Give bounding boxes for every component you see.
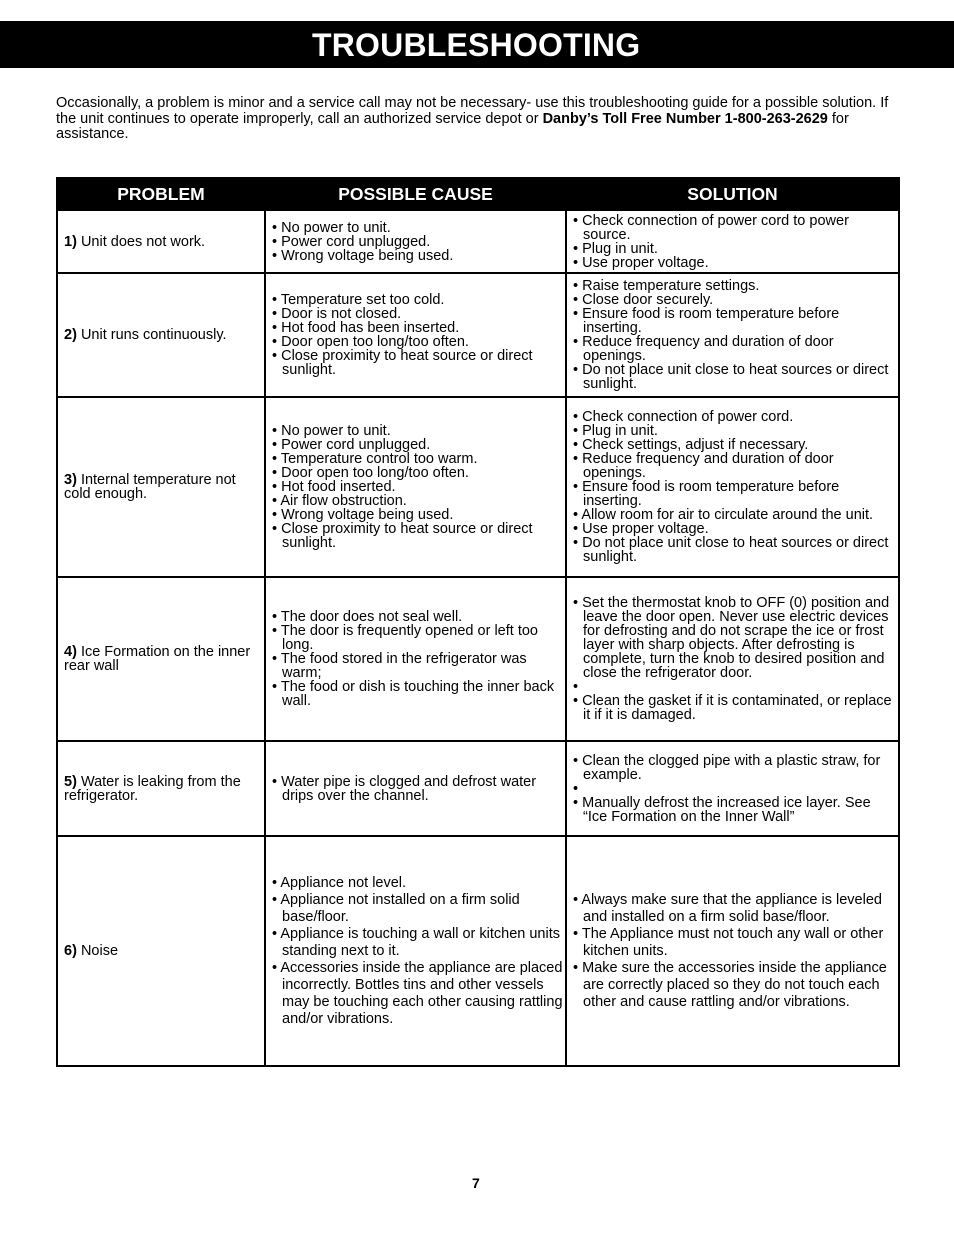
table-row bbox=[57, 273, 899, 397]
solution-cell bbox=[566, 741, 899, 836]
solution-cell bbox=[566, 273, 899, 397]
cause-cell bbox=[265, 741, 566, 836]
cause-list bbox=[272, 875, 565, 1028]
cause-item: • Appliance not level. bbox=[272, 875, 565, 892]
troubleshooting-table bbox=[56, 177, 900, 1067]
problem-text: Noise bbox=[80, 943, 119, 959]
cause-list bbox=[272, 221, 565, 263]
problem-number: 1) bbox=[64, 233, 77, 250]
cause-list bbox=[272, 424, 565, 550]
cause-list bbox=[272, 610, 565, 708]
cause-item: • Close proximity to heat source or direct sunlight. bbox=[272, 522, 565, 550]
problem-cell bbox=[57, 836, 265, 1066]
solution-item: • Use proper voltage. bbox=[573, 256, 898, 270]
solution-item: • Check connection of power cord to power source. bbox=[573, 214, 898, 242]
solution-item: • Do not place unit close to heat sources or direct sunlight. bbox=[573, 363, 898, 391]
spacer bbox=[573, 782, 898, 796]
problem-text: Water is leaking from the refrigerator. bbox=[64, 773, 241, 804]
cause-item: • Power cord unplugged. bbox=[272, 438, 565, 452]
solution-item: • Always make sure that the appliance is leveled and installed on a firm solid base/floor. bbox=[573, 892, 898, 926]
problem-cell bbox=[57, 397, 265, 577]
problem-number: 3) bbox=[64, 472, 77, 488]
problem-text: Internal temperature not cold enough. bbox=[64, 472, 236, 502]
cause-list bbox=[272, 775, 565, 803]
cause-item: • Wrong voltage being used. bbox=[272, 249, 565, 263]
cause-item: • Water pipe is clogged and defrost water drips over the channel. bbox=[272, 775, 565, 803]
solution-item: • Do not place unit close to heat sources or direct sunlight. bbox=[573, 536, 898, 564]
solution-item: • Set the thermostat knob to OFF (0) position and leave the door open. Never use electric devices for defrosting and do not scrape the ice or frost layer with sharp objects. After defrosting is complete, turn the knob to desired position and close the refrigerator door. bbox=[573, 596, 898, 680]
table-row bbox=[57, 741, 899, 836]
cause-item: • Temperature control too warm. bbox=[272, 452, 565, 466]
solution-item: • Make sure the accessories inside the appliance are correctly placed so they do not touch each other and cause rattling and/or vibrations. bbox=[573, 960, 898, 1011]
solution-cell bbox=[566, 210, 899, 273]
problem-text: Ice Formation on the inner rear wall bbox=[64, 644, 251, 674]
intro-toll-free: Danby’s Toll Free Number 1-800-263-2629 bbox=[542, 110, 828, 127]
solution-item: • Allow room for air to circulate around the unit. bbox=[573, 508, 898, 522]
table-row bbox=[57, 577, 899, 741]
cause-list bbox=[272, 293, 565, 377]
intro-paragraph bbox=[56, 96, 896, 143]
cause-item: • Power cord unplugged. bbox=[272, 235, 565, 249]
cause-item: • The food or dish is touching the inner back wall. bbox=[272, 680, 565, 708]
problem-cell bbox=[57, 210, 265, 273]
cause-item: • Air flow obstruction. bbox=[272, 494, 565, 508]
problem-text: Unit runs continuously. bbox=[80, 327, 227, 343]
solution-item: • Raise temperature settings. bbox=[573, 279, 898, 293]
solution-item: • Plug in unit. bbox=[573, 242, 898, 256]
header-problem: PROBLEM bbox=[57, 178, 265, 210]
cause-item: • Hot food inserted. bbox=[272, 480, 565, 494]
cause-item: • The food stored in the refrigerator was warm; bbox=[272, 652, 565, 680]
cause-item: • The door does not seal well. bbox=[272, 610, 565, 624]
table-header-row bbox=[57, 178, 899, 210]
table-row bbox=[57, 397, 899, 577]
solution-item: • Plug in unit. bbox=[573, 424, 898, 438]
solution-cell bbox=[566, 397, 899, 577]
solution-list bbox=[573, 214, 898, 270]
page-title: TROUBLESHOOTING bbox=[312, 27, 641, 63]
cause-item: • Door is not closed. bbox=[272, 307, 565, 321]
cause-cell bbox=[265, 273, 566, 397]
cause-item: • Appliance is touching a wall or kitchen units standing next to it. bbox=[272, 926, 565, 960]
cause-item: • Hot food has been inserted. bbox=[272, 321, 565, 335]
solution-item: • Clean the clogged pipe with a plastic straw, for example. bbox=[573, 754, 898, 782]
solution-item: • Ensure food is room temperature before inserting. bbox=[573, 480, 898, 508]
problem-cell bbox=[57, 273, 265, 397]
cause-cell bbox=[265, 397, 566, 577]
header-solution: SOLUTION bbox=[566, 178, 899, 210]
cause-item: • Wrong voltage being used. bbox=[272, 508, 565, 522]
page-number: 7 bbox=[472, 1175, 480, 1191]
cause-item: • No power to unit. bbox=[272, 221, 565, 235]
solution-item: • Check connection of power cord. bbox=[573, 410, 898, 424]
cause-item: • The door is frequently opened or left too long. bbox=[272, 624, 565, 652]
solution-item: • Close door securely. bbox=[573, 293, 898, 307]
cause-cell bbox=[265, 836, 566, 1066]
problem-text: Unit does not work. bbox=[80, 233, 206, 250]
solution-list bbox=[573, 279, 898, 391]
problem-number: 2) bbox=[64, 327, 77, 343]
solution-list bbox=[573, 754, 898, 824]
cause-item: • No power to unit. bbox=[272, 424, 565, 438]
solution-list bbox=[573, 892, 898, 1011]
cause-item: • Door open too long/too often. bbox=[272, 466, 565, 480]
solution-list bbox=[573, 596, 898, 722]
problem-cell bbox=[57, 741, 265, 836]
solution-item: • The Appliance must not touch any wall or other kitchen units. bbox=[573, 926, 898, 960]
solution-item: • Manually defrost the increased ice layer. See “Ice Formation on the Inner Wall” bbox=[573, 796, 898, 824]
solution-item: • Reduce frequency and duration of door openings. bbox=[573, 452, 898, 480]
table-row bbox=[57, 210, 899, 273]
problem-number: 4) bbox=[64, 644, 77, 660]
cause-item: • Appliance not installed on a firm solid base/floor. bbox=[272, 892, 565, 926]
solution-item: • Clean the gasket if it is contaminated, or replace it if it is damaged. bbox=[573, 694, 898, 722]
solution-list bbox=[573, 410, 898, 564]
solution-item: • Use proper voltage. bbox=[573, 522, 898, 536]
header-possible-cause: POSSIBLE CAUSE bbox=[265, 178, 566, 210]
solution-item: • Check settings, adjust if necessary. bbox=[573, 438, 898, 452]
intro-text: Occasionally, a problem is minor and a service call may not be necessary- use this troubleshooting guide for a possible solution. If the unit continues to operate improperly, call an authorized service depot or bbox=[56, 95, 889, 127]
solution-cell bbox=[566, 577, 899, 741]
cause-item: • Close proximity to heat source or direct sunlight. bbox=[272, 349, 565, 377]
problem-number: 5) bbox=[64, 773, 77, 790]
problem-number: 6) bbox=[64, 943, 77, 959]
table-row bbox=[57, 836, 899, 1066]
cause-item: • Accessories inside the appliance are placed incorrectly. Bottles tins and other vessels may be touching each other causing rattling and/or vibrations. bbox=[272, 960, 565, 1028]
cause-cell bbox=[265, 577, 566, 741]
cause-item: • Door open too long/too often. bbox=[272, 335, 565, 349]
solution-cell bbox=[566, 836, 899, 1066]
cause-item: • Temperature set too cold. bbox=[272, 293, 565, 307]
solution-item: • Ensure food is room temperature before inserting. bbox=[573, 307, 898, 335]
spacer bbox=[573, 680, 898, 694]
problem-cell bbox=[57, 577, 265, 741]
intro-tail: for assistance. bbox=[56, 110, 849, 142]
cause-cell bbox=[265, 210, 566, 273]
title-bar bbox=[0, 21, 954, 68]
solution-item: • Reduce frequency and duration of door openings. bbox=[573, 335, 898, 363]
